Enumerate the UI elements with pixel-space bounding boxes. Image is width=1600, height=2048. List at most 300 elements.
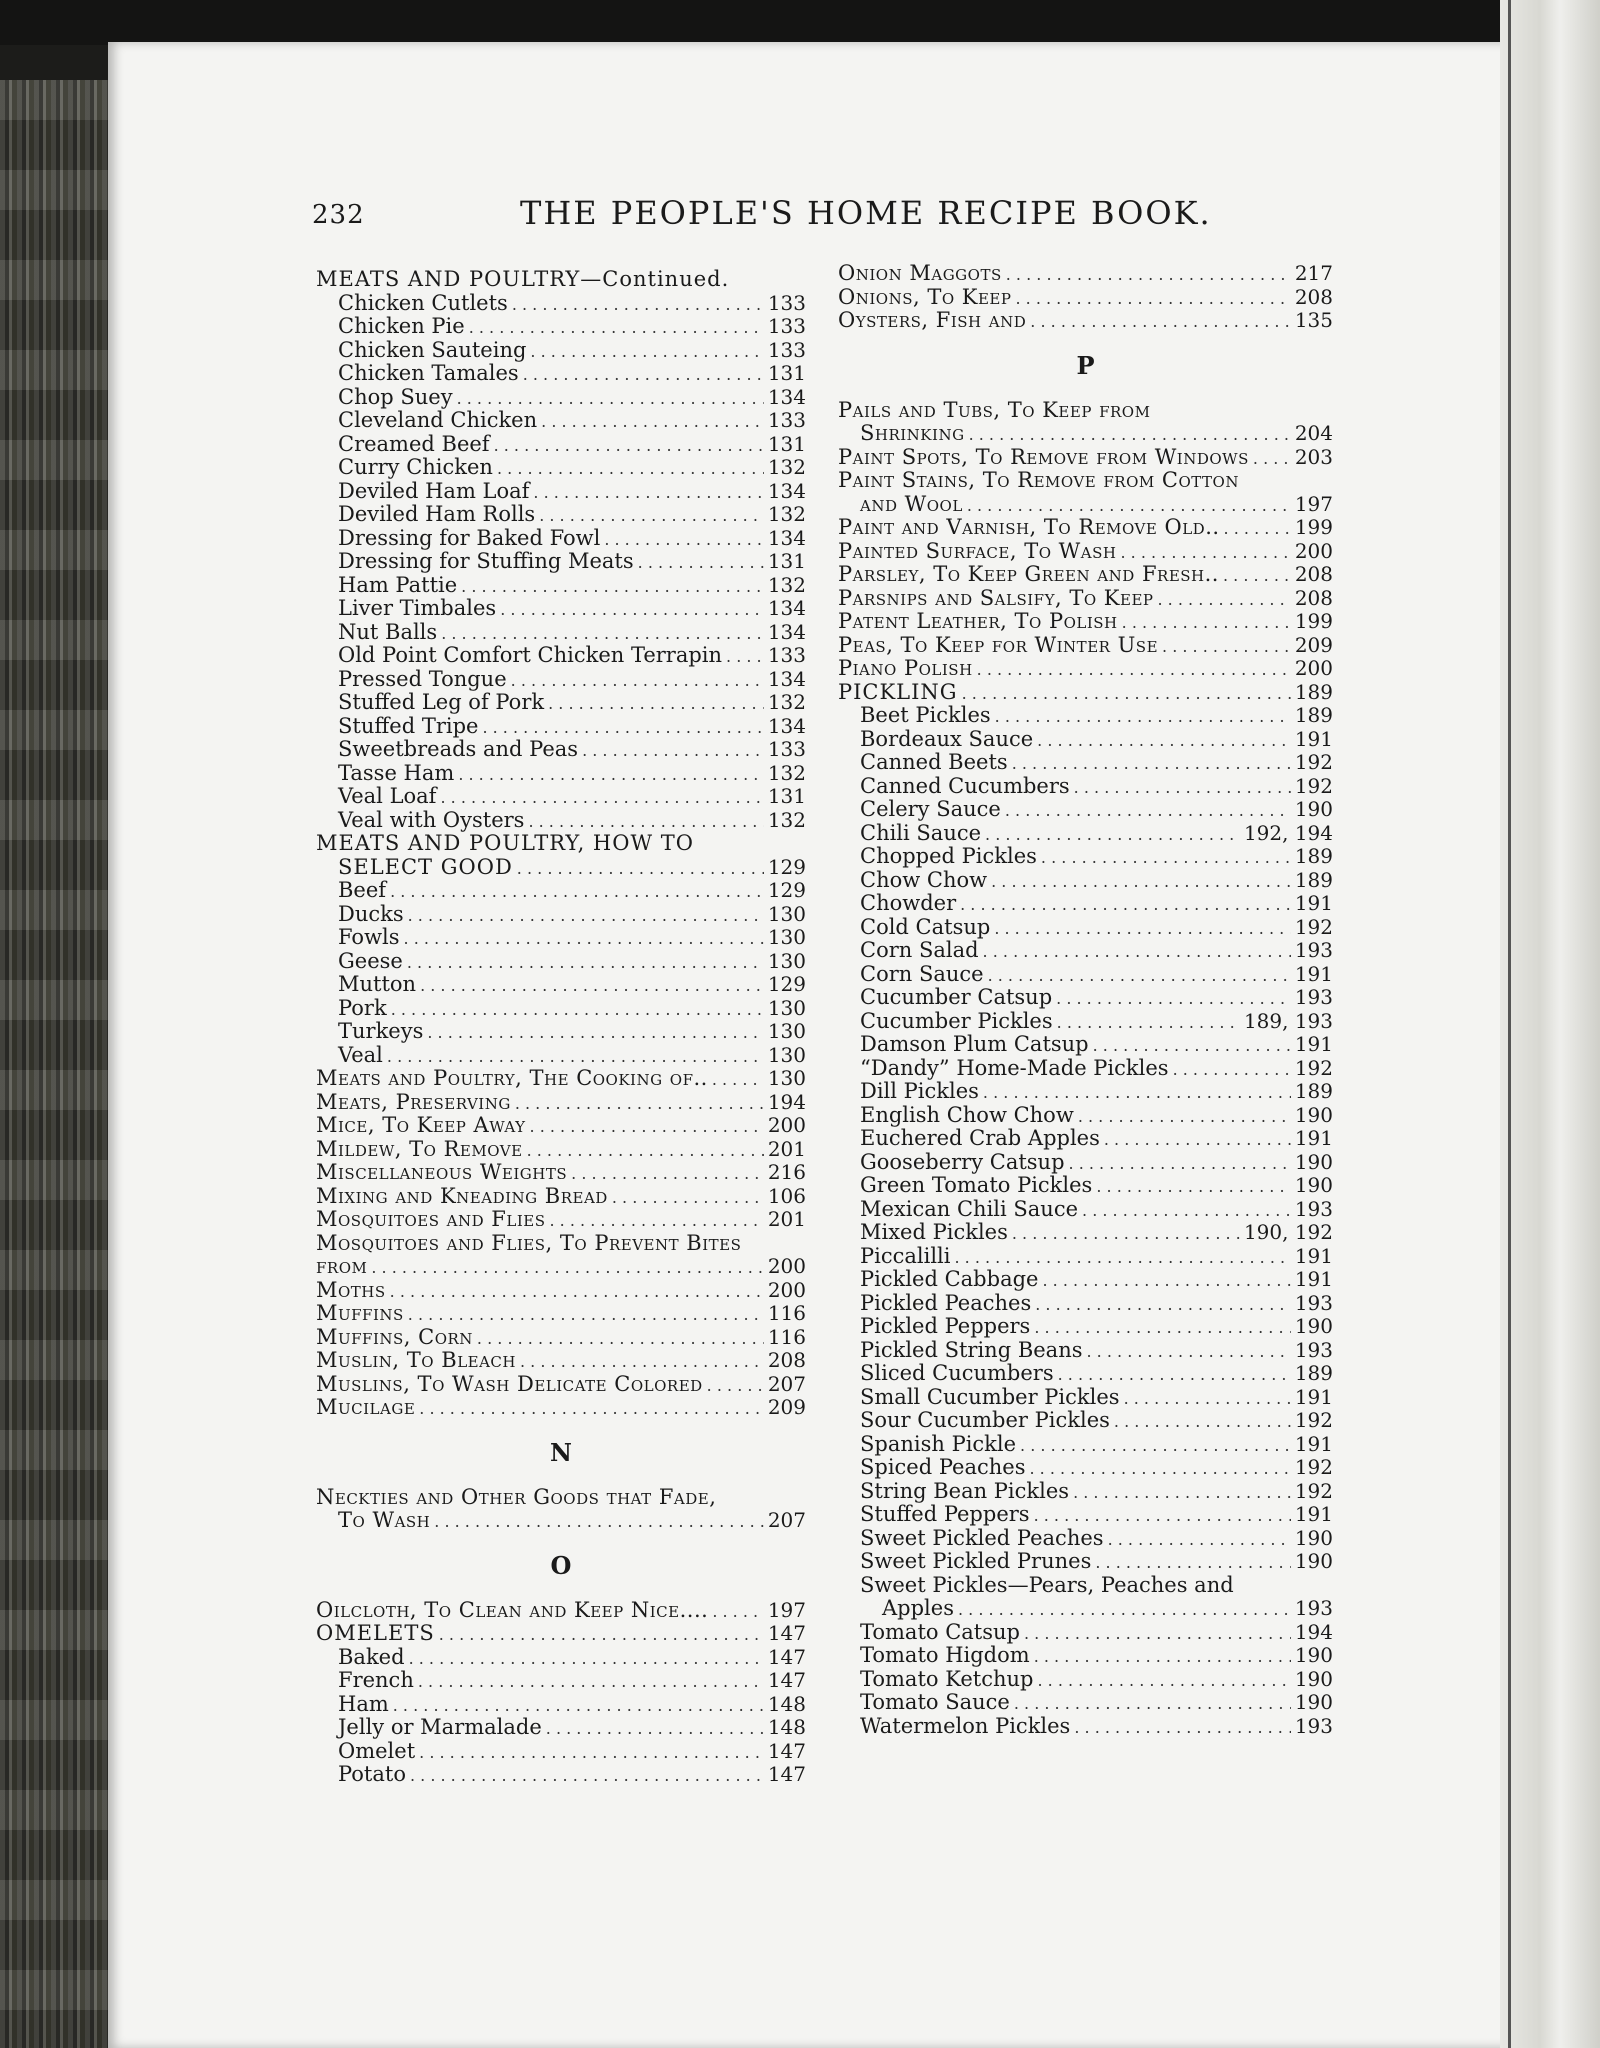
index-entry-page: 189 — [1294, 868, 1333, 892]
index-entry-page: 191 — [1294, 1503, 1333, 1526]
index-entry — [316, 1669, 806, 1693]
index-entry-page: 192 — [1294, 751, 1333, 774]
index-entry-page: 134 — [767, 620, 806, 644]
index-entry-page: 130 — [767, 996, 806, 1020]
page-number: 232 — [312, 200, 365, 230]
index-entry — [316, 785, 806, 809]
index-entry-page: 199 — [1294, 516, 1333, 539]
index-entry-page: 203 — [1294, 445, 1333, 469]
index-entry-page: 192 — [1294, 1409, 1333, 1432]
index-entry-text: Euchered Crab Apples — [860, 1127, 1100, 1150]
leader-dots — [371, 1256, 763, 1279]
index-entry-page: 132 — [767, 503, 806, 526]
index-entry — [838, 1057, 1333, 1081]
index-entry — [838, 422, 1333, 446]
index-entry-text: Oysters, Fish and — [838, 309, 1027, 332]
leader-dots — [546, 1717, 764, 1740]
index-entry — [316, 503, 806, 527]
index-entry-page: 130 — [767, 1020, 806, 1043]
index-entry — [838, 634, 1333, 658]
leader-dots — [1253, 447, 1291, 470]
section-letter: N — [550, 1437, 572, 1467]
index-entry-text: Oilcloth, To Clean and Keep Nice.... — [316, 1598, 709, 1622]
leader-dots — [1042, 1269, 1290, 1292]
leader-dots — [604, 528, 763, 551]
leader-dots — [960, 893, 1291, 916]
index-entry — [838, 1644, 1333, 1668]
index-entry-page: 208 — [1294, 586, 1333, 610]
index-entry-page: 207 — [767, 1372, 806, 1396]
index-entry — [838, 1503, 1333, 1527]
index-entry-text: String Bean Pickles — [860, 1479, 1070, 1503]
index-entry-text: Pickled String Beans — [860, 1338, 1083, 1362]
index-entry — [838, 1362, 1333, 1386]
leader-dots — [1073, 1481, 1291, 1504]
index-entry-text: Watermelon Pickles — [860, 1714, 1071, 1738]
index-entry-text: Chowder — [860, 892, 957, 915]
leader-dots — [439, 1623, 764, 1646]
index-entry-text: French — [338, 1669, 414, 1692]
index-entry — [838, 892, 1333, 916]
index-entry — [838, 1221, 1333, 1245]
leader-dots — [638, 551, 764, 574]
leader-dots — [1012, 752, 1291, 775]
index-entry-page: 193 — [1294, 1291, 1333, 1315]
index-entry-page: 129 — [767, 973, 806, 996]
index-entry-page: 106 — [767, 1184, 806, 1208]
index-entry-text: Sweet Pickled Prunes — [860, 1550, 1092, 1573]
index-entry-page: 190 — [1294, 1315, 1333, 1338]
index-entry — [316, 433, 806, 457]
index-entry-page: 116 — [767, 1325, 806, 1349]
index-entry-page: 192 — [1294, 774, 1333, 798]
index-entry — [316, 621, 806, 645]
index-entry-text: PICKLING — [838, 680, 958, 704]
index-entry-page: 197 — [767, 1598, 806, 1622]
leader-dots — [1012, 1222, 1240, 1245]
index-entry — [838, 1315, 1333, 1339]
index-entry-text: Corn Sauce — [860, 962, 984, 986]
index-entry — [316, 597, 806, 621]
index-entry-page: 194 — [767, 1090, 806, 1114]
index-entry-page: 190 — [1294, 1550, 1333, 1573]
index-entry-text: Pails and Tubs, To Keep from — [838, 398, 1151, 422]
index-entry — [316, 926, 806, 950]
index-entry — [838, 286, 1333, 310]
index-entry-page: 190 — [1294, 1174, 1333, 1197]
index-entry-page: 133 — [767, 291, 806, 315]
index-entry-text: Meats and Poultry, The Cooking of.. — [316, 1067, 708, 1090]
index-entry-text: Parsley, To Keep Green and Fresh.. — [838, 563, 1219, 586]
index-entry — [316, 550, 806, 574]
index-entry-page: 191 — [1294, 1127, 1333, 1150]
index-entry-text: Patent Leather, To Polish — [838, 610, 1118, 633]
index-entry-text: Apples — [882, 1597, 954, 1620]
index-entry — [316, 856, 806, 880]
index-entry-page: 147 — [767, 1763, 806, 1786]
leader-dots — [494, 434, 764, 457]
index-entry — [838, 1268, 1333, 1292]
index-entry-page: 190 — [1294, 1526, 1333, 1550]
index-entry — [838, 1245, 1333, 1269]
leader-dots — [520, 1350, 764, 1373]
leader-dots — [1096, 1175, 1290, 1198]
leader-dots — [1158, 588, 1291, 611]
index-entry — [838, 704, 1333, 728]
index-entry — [838, 587, 1333, 611]
index-entry — [316, 1114, 806, 1138]
index-entry — [316, 691, 806, 715]
leader-dots — [1006, 263, 1291, 286]
index-entry — [838, 1198, 1333, 1222]
index-entry-text: Sweetbreads and Peas — [338, 738, 579, 761]
index-entry — [838, 1456, 1333, 1480]
index-entry — [838, 869, 1333, 893]
index-entry — [838, 1433, 1333, 1457]
index-entry-text: Small Cucumber Pickles — [860, 1385, 1120, 1409]
index-entry-page: 191 — [1294, 1432, 1333, 1456]
index-entry-text: Beef — [338, 879, 387, 902]
leader-dots — [1034, 1504, 1291, 1527]
index-entry — [316, 1208, 806, 1232]
index-entry-text: Green Tomato Pickles — [860, 1174, 1093, 1197]
index-entry-text: Peas, To Keep for Winter Use — [838, 633, 1159, 657]
leader-dots — [408, 904, 764, 927]
index-entry-page: 189 — [1294, 704, 1333, 727]
index-entry-page: 130 — [767, 926, 806, 949]
index-entry — [316, 315, 806, 339]
index-entry-page: 197 — [1294, 492, 1333, 516]
index-entry-page: 148 — [767, 1692, 806, 1716]
leader-dots — [1108, 1528, 1291, 1551]
index-entry-page: 200 — [1294, 539, 1333, 563]
index-entry — [838, 1668, 1333, 1692]
index-entry-text: Jelly or Marmalade — [338, 1716, 542, 1739]
index-entry-page: 189 — [1294, 845, 1333, 868]
leader-dots — [434, 1510, 764, 1533]
index-entry-page: 134 — [767, 667, 806, 691]
index-entry-text: Pickled Peaches — [860, 1291, 1032, 1315]
index-entry-page: 193 — [1294, 1338, 1333, 1362]
index-entry — [316, 1373, 806, 1397]
leader-dots — [1122, 611, 1291, 634]
leader-dots — [1015, 287, 1290, 310]
index-entry-page: 193 — [1294, 939, 1333, 962]
index-entry-text: Damson Plum Catsup — [860, 1033, 1089, 1056]
index-entry-page: 190 — [1294, 1691, 1333, 1714]
leader-dots — [390, 880, 764, 903]
index-entry — [316, 832, 806, 856]
index-entry — [838, 775, 1333, 799]
leader-dots — [1074, 1716, 1290, 1739]
index-entry-text: Sweet Pickled Peaches — [860, 1526, 1104, 1550]
leader-dots — [712, 1600, 764, 1623]
index-entry-text: Onion Maggots — [838, 262, 1002, 285]
index-entry-page: 216 — [767, 1161, 806, 1184]
index-entry-text: Tomato Sauce — [860, 1691, 1010, 1714]
index-entry-text: Turkeys — [338, 1020, 424, 1043]
leader-dots — [404, 927, 764, 950]
leader-dots — [500, 598, 764, 621]
leader-dots — [533, 481, 763, 504]
index-entry-page: 133 — [767, 644, 806, 667]
index-entry-page: 191 — [1294, 962, 1333, 986]
index-entry-page: 132 — [767, 761, 806, 785]
leader-dots — [477, 1327, 764, 1350]
index-entry-text: “Dandy” Home-Made Pickles — [860, 1056, 1169, 1080]
leader-dots — [497, 457, 764, 480]
index-entry — [316, 903, 806, 927]
index-entry-page: 192, 194 — [1243, 821, 1333, 845]
index-entry-text: SELECT GOOD — [338, 855, 513, 879]
leader-dots — [512, 293, 764, 316]
index-entry-page: 209 — [767, 1396, 806, 1419]
index-entry — [316, 574, 806, 598]
index-entry-page: 133 — [767, 409, 806, 432]
index-entry-text: Chopped Pickles — [860, 845, 1037, 868]
leader-dots — [707, 1374, 764, 1397]
index-entry-text: Miscellaneous Weights — [316, 1161, 568, 1184]
index-entry-page: 130 — [767, 902, 806, 926]
index-entry — [838, 540, 1333, 564]
index-entry-page: 134 — [767, 714, 806, 738]
index-entry — [838, 1080, 1333, 1104]
leader-dots — [1041, 846, 1291, 869]
leader-dots — [612, 1186, 764, 1209]
index-entry-text: Deviled Ham Rolls — [338, 503, 536, 526]
index-entry-page: 190, 192 — [1243, 1221, 1333, 1244]
leader-dots — [420, 974, 764, 997]
leader-dots — [954, 1246, 1290, 1269]
index-entry-text: Shrinking — [860, 422, 965, 445]
page-edge — [1500, 0, 1600, 2048]
index-entry — [316, 1020, 806, 1044]
index-entry-page: 147 — [767, 1622, 806, 1645]
index-entry-page: 193 — [1294, 1197, 1333, 1221]
index-entry-text: Paint Spots, To Remove from Windows — [838, 445, 1249, 469]
leader-dots — [1058, 1363, 1291, 1386]
index-entry-text: MEATS AND POULTRY—Continued. — [316, 268, 730, 291]
leader-dots — [1082, 1199, 1291, 1222]
index-entry-page: 131 — [767, 785, 806, 808]
scan-top-border — [0, 0, 1600, 45]
index-entry — [838, 1597, 1333, 1621]
leader-dots — [983, 940, 1291, 963]
leader-dots — [1224, 517, 1291, 540]
index-entry-page: 189 — [1294, 1362, 1333, 1385]
leader-dots — [469, 316, 764, 339]
index-entry — [838, 1386, 1333, 1410]
index-entry-page: 199 — [1294, 610, 1333, 633]
index-entry-text: Muffins, Corn — [316, 1325, 473, 1349]
index-entry — [838, 1527, 1333, 1551]
index-entry-text: Paint and Varnish, To Remove Old.. — [838, 516, 1220, 539]
index-entry-page: 135 — [1294, 309, 1333, 332]
index-entry-page: 132 — [767, 808, 806, 832]
leader-dots — [393, 1694, 764, 1717]
leader-dots — [1120, 541, 1290, 564]
index-entry — [316, 1396, 806, 1420]
leader-dots — [1162, 635, 1291, 658]
leader-dots — [390, 1280, 764, 1303]
leader-dots — [1056, 987, 1291, 1010]
leader-dots — [1114, 1410, 1291, 1433]
leader-dots — [1223, 564, 1291, 587]
index-entry-page: 193 — [1294, 1714, 1333, 1738]
leader-dots — [1037, 729, 1291, 752]
leader-dots — [1024, 1622, 1291, 1645]
index-entry — [838, 1339, 1333, 1363]
leader-dots — [458, 763, 764, 786]
index-entry-page: 208 — [767, 1349, 806, 1372]
index-entry-text: Mexican Chili Sauce — [860, 1197, 1079, 1221]
leader-dots — [985, 823, 1240, 846]
leader-dots — [427, 1021, 763, 1044]
index-entry — [316, 1067, 806, 1091]
index-entry — [316, 1326, 806, 1350]
index-entry — [316, 1486, 806, 1510]
index-entry-text: Sweet Pickles—Pears, Peaches and — [860, 1573, 1234, 1597]
index-entry-text: Fowls — [338, 926, 400, 949]
index-entry-text: Dill Pickles — [860, 1080, 979, 1103]
index-entry-text: Muffins — [316, 1302, 404, 1325]
index-entry-text: Mixing and Kneading Bread — [316, 1184, 608, 1208]
index-entry-page: 200 — [1294, 657, 1333, 680]
index-entry-page: 131 — [767, 550, 806, 573]
leader-dots — [1124, 1387, 1291, 1410]
index-entry — [316, 1599, 806, 1623]
index-entry — [316, 1349, 806, 1373]
index-entry-text: Mosquitoes and Flies, To Prevent Bites — [316, 1231, 742, 1255]
index-entry — [316, 1138, 806, 1162]
index-entry — [838, 1621, 1333, 1645]
index-entry-page: 191 — [1294, 727, 1333, 751]
index-entry — [838, 1715, 1333, 1739]
index-entry — [838, 1127, 1333, 1151]
index-entry — [316, 973, 806, 997]
index-entry-text: Dressing for Stuffing Meats — [338, 550, 634, 573]
index-entry-page: 134 — [767, 479, 806, 503]
index-entry — [838, 1409, 1333, 1433]
page-header — [312, 194, 1322, 240]
index-entry — [838, 446, 1333, 470]
index-entry-text: Mutton — [338, 973, 417, 996]
index-entry-text: Sliced Cucumbers — [860, 1362, 1054, 1385]
index-entry — [838, 1691, 1333, 1715]
index-entry-text: Painted Surface, To Wash — [838, 539, 1117, 563]
index-entry-text: Veal with Oysters — [338, 808, 525, 832]
index-entry-text: Chop Suey — [338, 385, 453, 409]
index-entry — [838, 1550, 1333, 1574]
index-entry — [316, 409, 806, 433]
leader-dots — [1035, 1293, 1291, 1316]
index-entry — [838, 1480, 1333, 1504]
index-entry — [316, 292, 806, 316]
index-entry — [316, 809, 806, 833]
index-entry-text: Sour Cucumber Pickles — [860, 1409, 1110, 1432]
leader-dots — [962, 682, 1291, 705]
index-entry-page: 207 — [767, 1509, 806, 1532]
leader-dots — [991, 870, 1291, 893]
index-entry-page: 191 — [1294, 1385, 1333, 1409]
index-entry — [838, 728, 1333, 752]
index-entry — [838, 563, 1333, 587]
index-entry-text: Meats, Preserving — [316, 1090, 511, 1114]
index-entry-page: 190 — [1294, 1644, 1333, 1667]
index-entry — [838, 822, 1333, 846]
leader-dots — [1069, 1152, 1291, 1175]
index-entry — [838, 469, 1333, 493]
index-entry-page: 189 — [1294, 1080, 1333, 1103]
index-entry-page: 200 — [767, 1114, 806, 1137]
index-entry-text: from — [316, 1255, 368, 1278]
index-entry-text: Tomato Ketchup — [860, 1667, 1034, 1691]
leader-dots — [548, 692, 764, 715]
index-entry-text: Stuffed Tripe — [338, 714, 479, 738]
index-entry-text: Muslins, To Wash Delicate Colored — [316, 1372, 703, 1396]
book-binding — [0, 80, 112, 2048]
index-entry — [316, 997, 806, 1021]
index-entry-text: Neckties and Other Goods that Fade, — [316, 1485, 717, 1509]
index-entry-page: 190 — [1294, 798, 1333, 821]
index-entry-text: Tomato Higdom — [860, 1644, 1030, 1667]
index-entry-page: 133 — [767, 338, 806, 362]
index-entry-page: 133 — [767, 738, 806, 761]
leader-dots — [995, 705, 1291, 728]
leader-dots — [440, 786, 763, 809]
index-entry-page: 147 — [767, 1669, 806, 1692]
index-entry-text: Old Point Comfort Chicken Terrapin — [338, 644, 723, 667]
index-entry-text: Tomato Catsup — [860, 1620, 1020, 1644]
index-entry — [838, 516, 1333, 540]
index-entry-text: Veal — [338, 1043, 383, 1067]
index-entry — [316, 1044, 806, 1068]
index-entry-text: Chicken Tamales — [338, 362, 519, 385]
index-entry — [838, 309, 1333, 333]
index-entry-text: Piano Polish — [838, 657, 973, 680]
index-entry — [838, 751, 1333, 775]
index-entry-text: Onions, To Keep — [838, 285, 1012, 309]
index-entry-page: 147 — [767, 1645, 806, 1669]
leader-dots — [418, 1670, 764, 1693]
index-entry-page: 132 — [767, 456, 806, 479]
index-entry-page: 192 — [1294, 915, 1333, 939]
index-entry-text: Mixed Pickles — [860, 1221, 1008, 1244]
index-entry-text: Chicken Pie — [338, 315, 465, 338]
index-entry — [838, 986, 1333, 1010]
index-entry — [838, 1174, 1333, 1198]
index-entry — [838, 1033, 1333, 1057]
leader-dots — [1057, 1011, 1240, 1034]
index-entry — [316, 1622, 806, 1646]
index-entry-page: 208 — [1294, 285, 1333, 309]
leader-dots — [1005, 799, 1291, 822]
leader-dots — [517, 857, 764, 880]
leader-dots — [541, 410, 764, 433]
index-entry — [316, 1255, 806, 1279]
index-entry — [838, 1151, 1333, 1175]
leader-dots — [550, 1209, 764, 1232]
index-entry-text: Chicken Cutlets — [338, 291, 508, 315]
index-entry-page: 191 — [1294, 1268, 1333, 1291]
index-entry — [838, 1010, 1333, 1034]
index-entry-text: OMELETS — [316, 1622, 435, 1645]
index-entry — [316, 386, 806, 410]
leader-dots — [1029, 1457, 1290, 1480]
index-entry-text: Creamed Beef — [338, 432, 490, 456]
index-entry-page: 130 — [767, 949, 806, 973]
leader-dots — [482, 716, 763, 739]
